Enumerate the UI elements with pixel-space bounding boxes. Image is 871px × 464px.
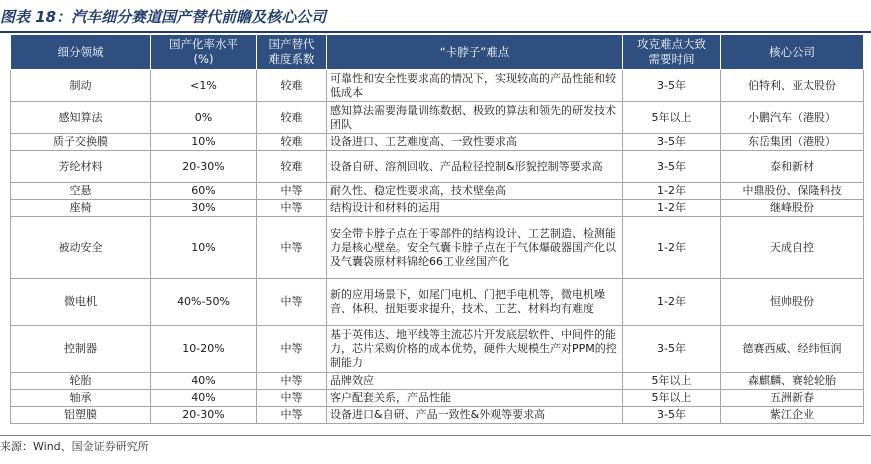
cell-bottleneck: 设备进口、工艺难度高、一致性要求高 (327, 134, 623, 151)
table-row (11, 70, 864, 102)
cell-difficulty: 较难 (257, 102, 327, 134)
cell-rate: <1% (151, 70, 257, 102)
cell-rate: 10% (151, 217, 257, 279)
cell-company: 中鼎股份、保隆科技 (721, 183, 864, 200)
cell-rate: 10% (151, 134, 257, 151)
table-row (11, 217, 864, 279)
table-row (11, 407, 864, 424)
table-row (11, 151, 864, 183)
cell-difficulty: 较难 (257, 151, 327, 183)
cell-time: 5年以上 (623, 390, 721, 407)
cell-time: 3-5年 (623, 407, 721, 424)
cell-bottleneck: 基于英伟达、地平线等主流芯片开发底层软件、中间件的能力，芯片采购价格的成本优势，硬件大规模生产对PPM的控制能力 (327, 326, 623, 373)
cell-field: 芳纶材料 (11, 151, 151, 183)
table-row (11, 102, 864, 134)
table-row (11, 326, 864, 373)
header-cell: 国产替代 难度系数 (257, 35, 327, 70)
cell-bottleneck: 耐久性、稳定性要求高，技术壁垒高 (327, 183, 623, 200)
header-cell: 细分领域 (11, 35, 151, 70)
table-row (11, 134, 864, 151)
header-cell: 国产化率水平 (%) (151, 35, 257, 70)
cell-company: 继峰股份 (721, 200, 864, 217)
cell-bottleneck: 品牌效应 (327, 373, 623, 390)
cell-company: 泰和新材 (721, 151, 864, 183)
cell-rate: 20-30% (151, 151, 257, 183)
cell-rate: 0% (151, 102, 257, 134)
cell-difficulty: 中等 (257, 373, 327, 390)
cell-field: 铝塑膜 (11, 407, 151, 424)
cell-rate: 40% (151, 390, 257, 407)
cell-time: 1-2年 (623, 217, 721, 279)
source-divider (0, 435, 871, 436)
cell-company: 德赛西威、经纬恒润 (721, 326, 864, 373)
cell-field: 控制器 (11, 326, 151, 373)
cell-field: 制动 (11, 70, 151, 102)
cell-time: 5年以上 (623, 373, 721, 390)
cell-company: 恒帅股份 (721, 279, 864, 326)
cell-difficulty: 较难 (257, 70, 327, 102)
cell-bottleneck: 可靠性和安全性要求高的情况下，实现较高的产品性能和较低成本 (327, 70, 623, 102)
header-cell: 攻克难点大致 需要时间 (623, 35, 721, 70)
cell-company: 小鹏汽车（港股） (721, 102, 864, 134)
cell-time: 5年以上 (623, 102, 721, 134)
cell-time: 3-5年 (623, 326, 721, 373)
cell-difficulty: 中等 (257, 183, 327, 200)
cell-difficulty: 中等 (257, 326, 327, 373)
cell-bottleneck: 安全带卡脖子点在于零部件的结构设计、工艺制造、检测能力是核心壁垒。安全气囊卡脖子点在于气体爆破器国产化以及气囊袋原材料锦纶66工业丝国产化 (327, 217, 623, 279)
header-cell: “卡脖子”难点 (327, 35, 623, 70)
cell-rate: 20-30% (151, 407, 257, 424)
cell-field: 座椅 (11, 200, 151, 217)
cell-company: 东岳集团（港股） (721, 134, 864, 151)
title-divider (0, 31, 871, 33)
cell-field: 质子交换膜 (11, 134, 151, 151)
cell-field: 感知算法 (11, 102, 151, 134)
cell-time: 3-5年 (623, 151, 721, 183)
cell-rate: 40%-50% (151, 279, 257, 326)
table-row (11, 373, 864, 390)
cell-bottleneck: 客户配套关系，产品性能 (327, 390, 623, 407)
source-note: 来源：Wind、国金证券研究所 (0, 440, 149, 453)
cell-rate: 40% (151, 373, 257, 390)
header-cell: 核心公司 (721, 35, 864, 70)
cell-rate: 60% (151, 183, 257, 200)
cell-rate: 30% (151, 200, 257, 217)
table-row (11, 390, 864, 407)
cell-difficulty: 中等 (257, 200, 327, 217)
cell-difficulty: 中等 (257, 390, 327, 407)
cell-field: 被动安全 (11, 217, 151, 279)
cell-company: 森麒麟、赛轮轮胎 (721, 373, 864, 390)
cell-time: 1-2年 (623, 200, 721, 217)
cell-bottleneck: 设备进口&自研、产品一致性&外观等要求高 (327, 407, 623, 424)
cell-time: 3-5年 (623, 70, 721, 102)
figure-title: 图表 18：汽车细分赛道国产替代前瞻及核心公司 (0, 8, 327, 26)
cell-bottleneck: 新的应用场景下，如尾门电机、门把手电机等，微电机噪音、体积、扭矩要求提升，技术、工艺、材料均有难度 (327, 279, 623, 326)
cell-difficulty: 中等 (257, 217, 327, 279)
cell-field: 轴承 (11, 390, 151, 407)
cell-time: 3-5年 (623, 134, 721, 151)
table-row (11, 279, 864, 326)
table-row (11, 200, 864, 217)
cell-bottleneck: 设备自研、溶剂回收、产品粒径控制&形貌控制等要求高 (327, 151, 623, 183)
cell-company: 紫江企业 (721, 407, 864, 424)
data-table (10, 34, 864, 424)
cell-difficulty: 中等 (257, 279, 327, 326)
cell-company: 五洲新春 (721, 390, 864, 407)
cell-time: 1-2年 (623, 183, 721, 200)
cell-difficulty: 较难 (257, 134, 327, 151)
cell-field: 空悬 (11, 183, 151, 200)
cell-field: 轮胎 (11, 373, 151, 390)
cell-field: 微电机 (11, 279, 151, 326)
cell-rate: 10-20% (151, 326, 257, 373)
table-row (11, 183, 864, 200)
cell-difficulty: 中等 (257, 407, 327, 424)
cell-company: 伯特利、亚太股份 (721, 70, 864, 102)
cell-bottleneck: 结构设计和材料的运用 (327, 200, 623, 217)
cell-time: 1-2年 (623, 279, 721, 326)
cell-company: 天成自控 (721, 217, 864, 279)
table-header-row (11, 35, 864, 70)
cell-bottleneck: 感知算法需要海量训练数据、极致的算法和领先的研发技术团队 (327, 102, 623, 134)
